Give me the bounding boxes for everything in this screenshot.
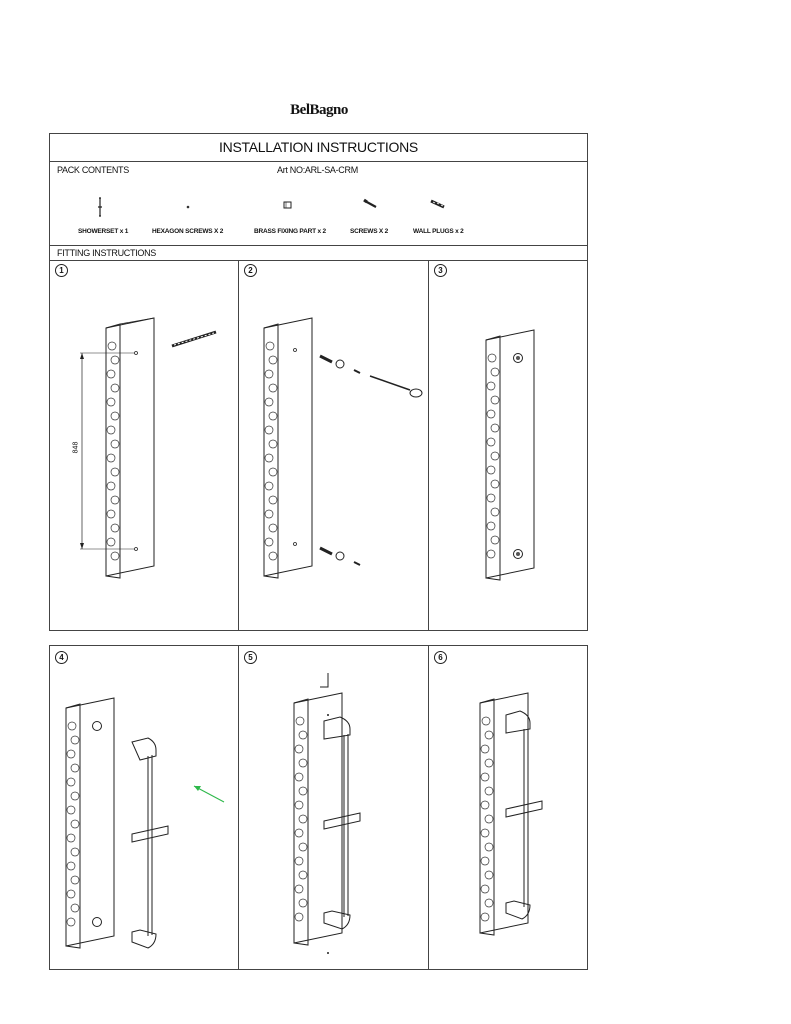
step-number-6: 6 [434, 651, 447, 664]
step-number-1: 1 [55, 264, 68, 277]
wall-plug-icon [429, 198, 447, 210]
step-4-assembly [60, 686, 240, 966]
part-label: SHOWERSET x 1 [78, 228, 129, 235]
step-2-wall-panel [260, 316, 430, 586]
page-title: INSTALLATION INSTRUCTIONS [219, 139, 418, 155]
step-1-wall-panel [100, 316, 230, 586]
step-5-assembly [288, 671, 388, 961]
part-label: BRASS FIXING PART x 2 [254, 228, 326, 235]
step-3-wall-panel [482, 328, 562, 588]
instruction-sheet-bottom [49, 645, 588, 970]
dimension-label: 848 [72, 441, 80, 454]
pack-contents-label: PACK CONTENTS [57, 165, 129, 175]
step-number-5: 5 [244, 651, 257, 664]
part-label: HEXAGON SCREWS X 2 [152, 228, 224, 235]
showerset-icon [96, 196, 106, 220]
screw-icon [363, 198, 379, 210]
fitting-instructions-label: FITTING INSTRUCTIONS [57, 248, 156, 258]
brass-fixing-icon [282, 200, 294, 210]
step-number-2: 2 [244, 264, 257, 277]
step-6-assembly [474, 681, 574, 941]
step-number-3: 3 [434, 264, 447, 277]
part-label: WALL PLUGS x 2 [413, 228, 464, 235]
brand-logo: BelBagno [290, 102, 348, 118]
instruction-sheet-top [49, 133, 588, 631]
hex-screw-icon [185, 204, 191, 210]
article-number: Art NO:ARL-SA-CRM [277, 165, 358, 175]
step-number-4: 4 [55, 651, 68, 664]
part-label: SCREWS X 2 [350, 228, 389, 235]
